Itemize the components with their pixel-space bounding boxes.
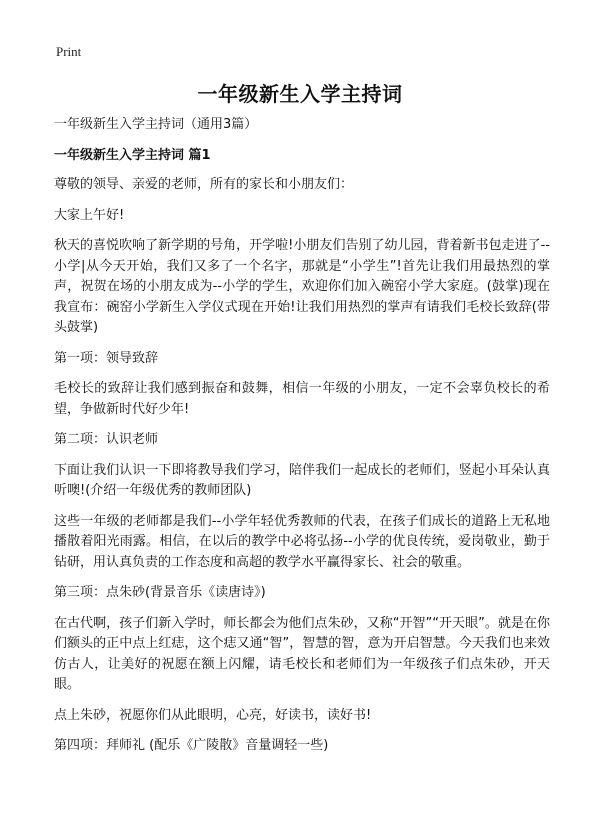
paragraph-blessing: 点上朱砂，祝愿你们从此眼明，心亮，好读书，读好书! xyxy=(54,707,372,723)
section-heading: 一年级新生入学主持词 篇1 xyxy=(54,147,211,163)
paragraph-greeting: 尊敬的领导、亲爱的老师，所有的家长和小朋友们： xyxy=(54,177,354,192)
paragraph-teacher-team: 这些一年级的老师都是我们--小学年轻优秀教师的代表，在孩子们成长的道路上无私地播散着阳光雨露。相信，在以后的教学中必将弘扬--小学的优良传统，爱岗敬业，勤于钻研，用认真负责的工作态度和高超的教学水平赢得家长、社会的敬重。 xyxy=(54,513,550,570)
item-heading-2: 第二项：认识老师 xyxy=(54,432,159,447)
paragraph-meet-teachers: 下面让我们认识一下即将教导我们学习，陪伴我们一起成长的老师们，竖起小耳朵认真听噢!(介绍一年级优秀的教师团队) xyxy=(54,462,550,498)
item-heading-4: 第四项：拜师礼 (配乐《广陵散》音量调轻一些) xyxy=(54,738,329,753)
document-subtitle: 一年级新生入学主持词（通用3篇） xyxy=(54,117,258,132)
item-heading-1: 第一项：领导致辞 xyxy=(54,350,159,366)
paragraph-cinnabar: 在古代啊，孩子们新入学时，师长都会为他们点朱砂，又称“开智”“开天眼”。就是在你们额头的正中点上红痣，这个痣又通“智”，智慧的智，意为开启智慧。今天我们也来效仿古人，让美好的祝愿在额上闪耀，请毛校长和老师们为一年级孩子们点朱砂，开天眼。 xyxy=(54,615,550,692)
item-heading-3: 第三项：点朱砂(背景音乐《读唐诗》) xyxy=(54,585,266,600)
print-label: Print xyxy=(56,44,82,59)
paragraph-opening: 秋天的喜悦吹响了新学期的号角，开学啦!小朋友们告别了幼儿园，背着新书包走进了--小学|从今天开始，我们又多了一个名字，那就是“小学生”!首先让我们用最热烈的掌声，祝贺在场的小朋友成为--小学的学生，欢迎你们加入碗窑小学大家庭。(鼓掌)现在我宣布：碗窑小学新生入学仪式现在开始!让我们用热烈的掌声有请我们毛校长致辞(带头鼓掌) xyxy=(54,238,550,335)
document-body xyxy=(54,115,550,767)
paragraph-principal-speech: 毛校长的致辞让我们感到振奋和鼓舞，相信一年级的小朋友，一定不会辜负校长的希望，争做新时代好少年! xyxy=(54,381,550,417)
paragraph-good-morning: 大家上午好! xyxy=(54,207,125,223)
page-title: 一年级新生入学主持词 xyxy=(197,82,403,106)
